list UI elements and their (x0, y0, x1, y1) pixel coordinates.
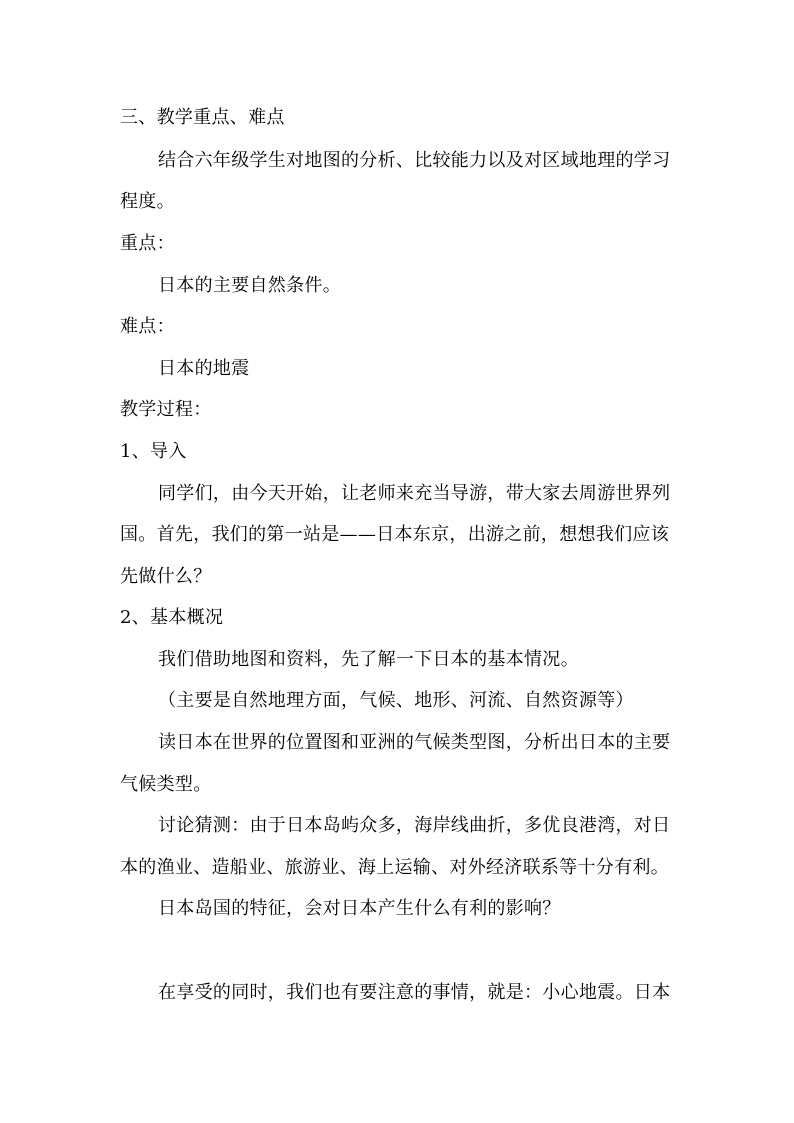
paragraph-line: 讨论猜测：由于日本岛屿众多，海岸线曲折，多优良港湾，对日 (158, 815, 671, 836)
label-key-point: 重点： (120, 233, 175, 254)
paragraph-line: 日本的地震 (158, 358, 250, 379)
paragraph-line: 先做什么？ (120, 566, 212, 587)
paragraph-line: 在享受的同时，我们也有要注意的事情，就是：小心地震。日本 (158, 982, 671, 1003)
paragraph-line: 读日本在世界的位置图和亚洲的气候类型图，分析出日本的主要 (158, 732, 671, 753)
paragraph-line: 日本的主要自然条件。 (158, 275, 341, 296)
paragraph-line: 结合六年级学生对地图的分析、比较能力以及对区域地理的学习 (158, 150, 671, 171)
label-difficulty: 难点： (120, 316, 175, 337)
paragraph-line: 程度。 (120, 191, 175, 212)
section-heading: 三、教学重点、难点 (120, 107, 285, 128)
paragraph-line: 我们借助地图和资料，先了解一下日本的基本情况。 (158, 649, 579, 670)
subsection-heading: 1、导入 (120, 441, 187, 462)
section-heading: 教学过程： (120, 399, 212, 420)
paragraph-line: （主要是自然地理方面，气候、地形、河流、自然资源等） (158, 690, 634, 711)
paragraph-line: 同学们，由今天开始，让老师来充当导游，带大家去周游世界列 (158, 483, 671, 504)
paragraph-line: 本的渔业、造船业、旅游业、海上运输、对外经济联系等十分有利。 (120, 857, 669, 878)
paragraph-line: 日本岛国的特征，会对日本产生什么有利的影响？ (158, 898, 561, 919)
subsection-heading: 2、基本概况 (120, 607, 224, 628)
paragraph-line: 国。首先，我们的第一站是——日本东京，出游之前，想想我们应该 (120, 524, 669, 545)
paragraph-line: 气候类型。 (120, 774, 212, 795)
